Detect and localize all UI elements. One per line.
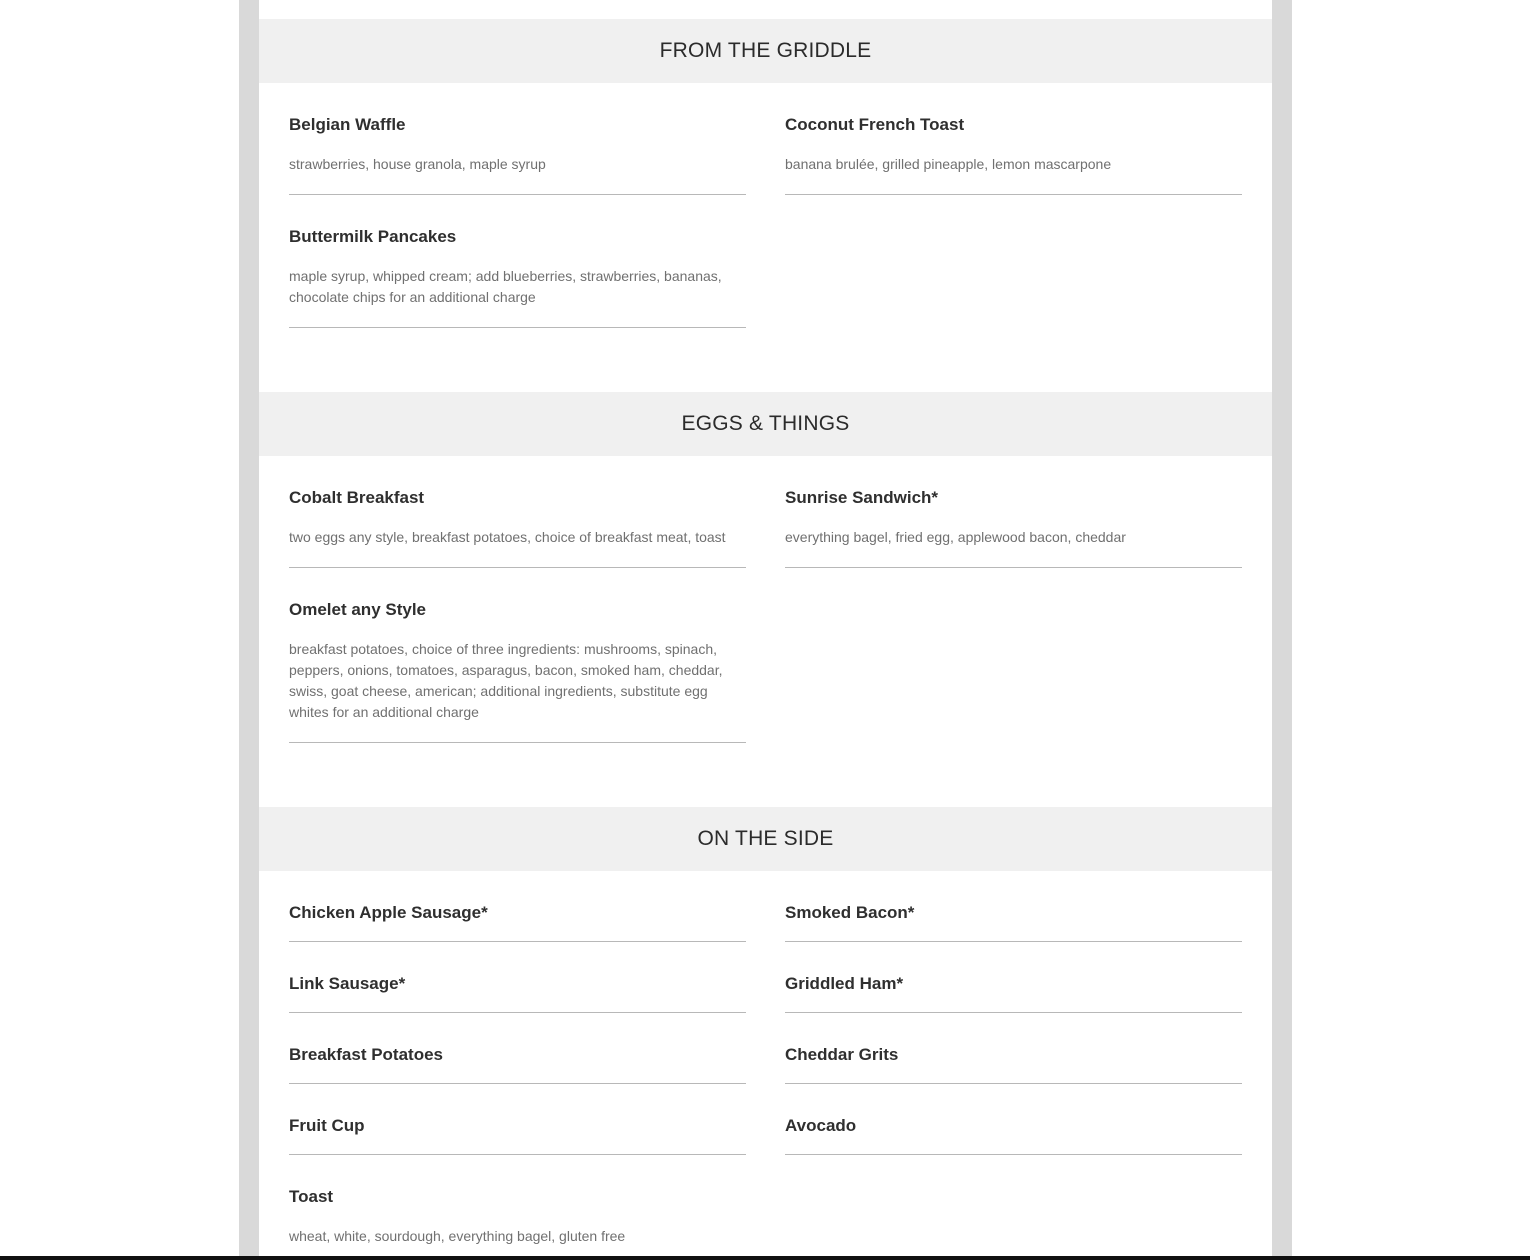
menu-item-belgian-waffle <box>289 115 746 195</box>
menu-item-name: Toast <box>289 1187 334 1206</box>
menu-item-fruit-cup <box>289 1116 746 1155</box>
menu-item-name: Link Sausage* <box>289 974 406 993</box>
menu-item-buttermilk-pancakes <box>289 227 746 328</box>
menu-item-smoked-bacon <box>785 903 1242 942</box>
menu-item-description: breakfast potatoes, choice of three ingredients: mushrooms, spinach, peppers, onions, tomatoes, asparagus, bacon, smoked ham, cheddar, swiss, goat cheese, american; additional ingredients, substitute egg whites for an additional charge <box>289 641 723 720</box>
menu-item-name: Fruit Cup <box>289 1116 365 1135</box>
menu-item-name: Cheddar Grits <box>785 1045 899 1064</box>
menu-item-description: everything bagel, fried egg, applewood bacon, cheddar <box>785 529 1126 545</box>
menu-item-name: Breakfast Potatoes <box>289 1045 444 1064</box>
menu-item-name: Coconut French Toast <box>785 115 965 134</box>
menu-item-description: two eggs any style, breakfast potatoes, choice of breakfast meat, toast <box>289 529 726 545</box>
menu-item-name: Smoked Bacon* <box>785 903 915 922</box>
menu-item-name: Omelet any Style <box>289 600 427 619</box>
menu-item-link-sausage <box>289 974 746 1013</box>
menu-item-description: strawberries, house granola, maple syrup <box>289 156 546 172</box>
menu-item-breakfast-potatoes <box>289 1045 746 1084</box>
menu-item-omelet-any-style <box>289 600 746 743</box>
menu-item-name: Avocado <box>785 1116 857 1135</box>
menu-item-name: Belgian Waffle <box>289 115 406 134</box>
menu-item-cobalt-breakfast <box>289 488 746 568</box>
menu-item-griddled-ham <box>785 974 1242 1013</box>
bottom-edge-bar <box>0 1256 1530 1260</box>
section-header-eggs-and-things: EGGS & THINGS <box>259 392 1272 456</box>
menu-item-description: banana brulée, grilled pineapple, lemon mascarpone <box>785 156 1112 172</box>
menu-item-name: Cobalt Breakfast <box>289 488 425 507</box>
menu-item-avocado <box>785 1116 1242 1155</box>
menu-item-description: wheat, white, sourdough, everything bagel, gluten free <box>289 1228 626 1244</box>
section-header-on-the-side: ON THE SIDE <box>259 807 1272 871</box>
menu-item-name: Chicken Apple Sausage* <box>289 903 488 922</box>
menu-item-toast <box>289 1187 746 1256</box>
menu-item-name: Buttermilk Pancakes <box>289 227 457 246</box>
menu-item-description: maple syrup, whipped cream; add blueberries, strawberries, bananas, chocolate chips for an additional charge <box>289 268 722 305</box>
menu-item-coconut-french-toast <box>785 115 1242 195</box>
menu-item-cheddar-grits <box>785 1045 1242 1084</box>
menu-page <box>259 0 1272 1260</box>
menu-item-chicken-apple-sausage <box>289 903 746 942</box>
section-header-from-the-griddle: FROM THE GRIDDLE <box>259 19 1272 83</box>
menu-item-name: Griddled Ham* <box>785 974 904 993</box>
menu-item-name: Sunrise Sandwich* <box>785 488 939 507</box>
menu-item-sunrise-sandwich <box>785 488 1242 568</box>
menu-frame <box>239 0 1292 1260</box>
